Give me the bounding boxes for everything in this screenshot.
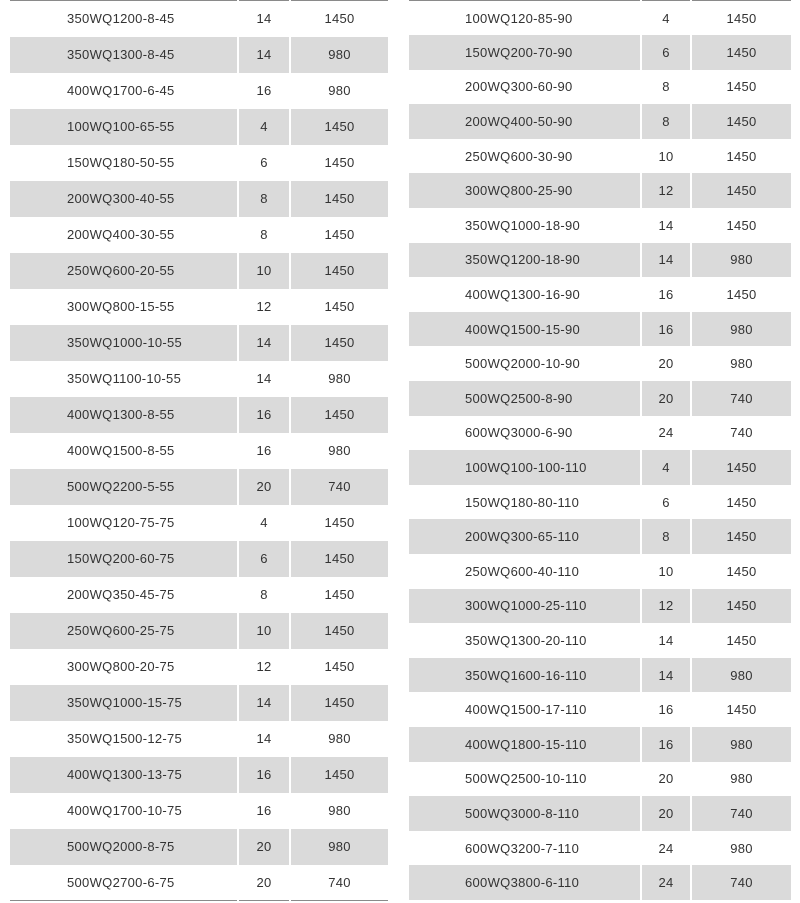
poles-cell: 20 (641, 796, 691, 831)
speed-cell: 980 (691, 312, 791, 347)
table-row (10, 649, 388, 685)
model-cell: 200WQ350-45-75 (67, 587, 175, 602)
table-row (10, 73, 388, 109)
poles-cell: 16 (641, 727, 691, 762)
table-row (409, 796, 791, 831)
model-cell: 350WQ1000-18-90 (465, 217, 581, 233)
speed-cell: 1450 (691, 450, 791, 485)
table-row (409, 727, 791, 762)
table-row (409, 139, 791, 174)
model-cell: 200WQ400-50-90 (409, 104, 641, 139)
table-row (409, 485, 791, 520)
poles-cell: 12 (238, 649, 290, 685)
speed-cell: 740 (691, 381, 791, 416)
poles-cell: 14 (641, 208, 691, 243)
model-cell: 400WQ1500-8-55 (67, 443, 175, 458)
speed-cell: 980 (691, 727, 791, 762)
table-row (409, 35, 791, 70)
speed-cell: 1450 (691, 35, 791, 70)
poles-cell: 16 (238, 73, 290, 109)
speed-cell: 1450 (691, 519, 791, 554)
poles-cell: 14 (238, 1, 290, 37)
table-row (409, 450, 791, 485)
poles-cell: 8 (238, 181, 290, 217)
table-row (10, 685, 388, 721)
speed-cell: 1450 (324, 11, 355, 27)
poles-cell: 6 (641, 485, 691, 520)
poles-cell: 8 (238, 577, 290, 613)
speed-cell: 980 (730, 771, 753, 787)
table-row (10, 721, 388, 757)
speed-cell: 1450 (290, 397, 388, 433)
poles-cell: 16 (641, 312, 691, 347)
poles-cell: 14 (238, 37, 290, 73)
table-row (10, 469, 388, 505)
model-cell: 400WQ1700-6-45 (67, 83, 175, 98)
poles-cell: 14 (238, 685, 290, 721)
speed-cell: 1450 (691, 173, 791, 208)
model-cell: 150WQ180-80-110 (465, 494, 580, 510)
table-row (10, 793, 388, 829)
model-cell: 350WQ1200-8-45 (67, 11, 175, 27)
poles-cell: 20 (641, 762, 691, 797)
poles-cell: 20 (641, 381, 691, 416)
model-cell: 350WQ1300-8-45 (10, 37, 238, 73)
speed-cell: 1450 (726, 494, 757, 510)
poles-cell: 20 (238, 865, 290, 901)
poles-cell: 12 (641, 173, 691, 208)
speed-cell: 1450 (726, 10, 757, 26)
poles-cell: 24 (641, 416, 691, 451)
model-cell: 600WQ3800-6-110 (409, 865, 641, 900)
table-row (409, 208, 791, 243)
table-row (409, 312, 791, 347)
model-cell: 400WQ1700-10-75 (67, 803, 183, 818)
poles-cell: 6 (238, 145, 290, 181)
model-cell: 300WQ800-20-75 (67, 659, 175, 674)
model-cell: 500WQ2000-8-75 (10, 829, 238, 865)
poles-cell: 8 (238, 217, 290, 253)
table-row (409, 346, 791, 381)
table-body (10, 1, 388, 901)
model-cell: 350WQ1000-10-55 (10, 325, 238, 361)
table-body (409, 1, 791, 900)
model-cell: 500WQ3000-8-110 (409, 796, 641, 831)
model-cell: 150WQ200-60-75 (10, 541, 238, 577)
table-row (409, 1, 791, 36)
speed-cell: 1450 (726, 79, 757, 95)
model-cell: 200WQ300-60-90 (465, 79, 573, 95)
speed-cell: 980 (290, 37, 388, 73)
model-cell: 400WQ1300-16-90 (465, 287, 581, 303)
speed-cell: 980 (328, 803, 351, 818)
speed-cell: 980 (691, 658, 791, 693)
poles-cell: 4 (641, 1, 691, 36)
speed-cell: 1450 (324, 587, 355, 602)
table-row (10, 505, 388, 541)
poles-cell: 4 (238, 109, 290, 145)
model-cell: 300WQ1000-25-110 (409, 589, 641, 624)
speed-cell: 740 (290, 469, 388, 505)
model-cell: 400WQ1500-15-90 (409, 312, 641, 347)
model-cell: 250WQ600-20-55 (10, 253, 238, 289)
table-row (409, 658, 791, 693)
model-cell: 400WQ1800-15-110 (409, 727, 641, 762)
model-cell: 100WQ120-85-90 (465, 10, 573, 26)
speed-cell: 1450 (324, 299, 355, 314)
poles-cell: 6 (641, 35, 691, 70)
table-row (409, 104, 791, 139)
table-row (409, 865, 791, 900)
poles-cell: 12 (238, 289, 290, 325)
poles-cell: 16 (641, 692, 691, 727)
speed-cell: 1450 (324, 227, 355, 242)
table-row (10, 109, 388, 145)
poles-cell: 6 (238, 541, 290, 577)
model-cell: 200WQ400-30-55 (67, 227, 175, 242)
speed-cell: 1450 (290, 685, 388, 721)
poles-cell: 4 (641, 450, 691, 485)
table-row (10, 361, 388, 397)
model-cell: 150WQ180-50-55 (67, 155, 175, 170)
poles-cell: 14 (238, 361, 290, 397)
table-row (10, 613, 388, 649)
speed-cell: 980 (730, 356, 753, 372)
speed-cell: 980 (328, 371, 351, 386)
speed-cell: 980 (328, 443, 351, 458)
speed-cell: 1450 (726, 148, 757, 164)
speed-cell: 1450 (290, 253, 388, 289)
speed-cell: 980 (328, 83, 351, 98)
model-cell: 350WQ1500-12-75 (67, 731, 183, 746)
speed-cell: 1450 (290, 541, 388, 577)
poles-cell: 20 (238, 829, 290, 865)
speed-cell: 1450 (691, 589, 791, 624)
model-cell: 100WQ120-75-75 (67, 515, 175, 530)
poles-cell: 24 (641, 831, 691, 866)
model-cell: 350WQ1600-16-110 (409, 658, 641, 693)
speed-cell: 740 (328, 874, 351, 890)
pump-spec-table-left (10, 0, 388, 901)
model-cell: 300WQ800-15-55 (67, 299, 175, 314)
poles-cell: 16 (238, 397, 290, 433)
model-cell: 250WQ600-40-110 (465, 563, 580, 579)
poles-cell: 20 (238, 469, 290, 505)
table-row (409, 381, 791, 416)
speed-cell: 980 (730, 840, 753, 856)
poles-cell: 10 (238, 613, 290, 649)
model-cell: 500WQ2000-10-90 (465, 356, 581, 372)
poles-cell: 4 (238, 505, 290, 541)
model-cell: 400WQ1300-8-55 (10, 397, 238, 433)
speed-cell: 1450 (290, 613, 388, 649)
speed-cell: 1450 (691, 104, 791, 139)
model-cell: 500WQ2500-10-110 (465, 771, 587, 787)
speed-cell: 1450 (290, 325, 388, 361)
poles-cell: 20 (641, 346, 691, 381)
speed-cell: 1450 (726, 702, 757, 718)
table-row (10, 577, 388, 613)
speed-cell: 980 (290, 829, 388, 865)
model-cell: 400WQ1300-13-75 (10, 757, 238, 793)
speed-cell: 1450 (290, 757, 388, 793)
poles-cell: 8 (641, 519, 691, 554)
table-row (409, 692, 791, 727)
model-cell: 200WQ300-65-110 (409, 519, 641, 554)
model-cell: 100WQ100-100-110 (409, 450, 641, 485)
model-cell: 600WQ3000-6-90 (465, 425, 573, 441)
model-cell: 500WQ2700-6-75 (67, 874, 175, 890)
poles-cell: 14 (641, 658, 691, 693)
speed-cell: 1450 (290, 181, 388, 217)
table-row (10, 181, 388, 217)
speed-cell: 740 (691, 865, 791, 900)
model-cell: 500WQ2200-5-55 (10, 469, 238, 505)
speed-cell: 980 (691, 243, 791, 278)
speed-cell: 740 (691, 796, 791, 831)
model-cell: 100WQ100-65-55 (10, 109, 238, 145)
table-row (409, 831, 791, 866)
poles-cell: 14 (238, 325, 290, 361)
table-row (409, 416, 791, 451)
table-row (10, 865, 388, 901)
table-row (10, 757, 388, 793)
model-cell: 150WQ200-70-90 (409, 35, 641, 70)
pump-spec-table-right (409, 0, 791, 900)
poles-cell: 16 (238, 433, 290, 469)
model-cell: 300WQ800-25-90 (409, 173, 641, 208)
table-row (409, 243, 791, 278)
speed-cell: 1450 (726, 632, 757, 648)
table-row (409, 554, 791, 589)
table-row (409, 173, 791, 208)
poles-cell: 10 (641, 139, 691, 174)
poles-cell: 10 (641, 554, 691, 589)
poles-cell: 24 (641, 865, 691, 900)
model-cell: 200WQ300-40-55 (10, 181, 238, 217)
table-row (10, 1, 388, 37)
table-row (10, 217, 388, 253)
speed-cell: 1450 (726, 563, 757, 579)
speed-cell: 1450 (726, 287, 757, 303)
speed-cell: 1450 (324, 155, 355, 170)
speed-cell: 740 (730, 425, 753, 441)
poles-cell: 10 (238, 253, 290, 289)
speed-cell: 1450 (324, 659, 355, 674)
table-row (10, 289, 388, 325)
poles-cell: 14 (238, 721, 290, 757)
table-row (10, 829, 388, 865)
table-row (10, 37, 388, 73)
table-row (10, 541, 388, 577)
table-row (10, 325, 388, 361)
model-cell: 350WQ1200-18-90 (409, 243, 641, 278)
table-row (409, 277, 791, 312)
model-cell: 400WQ1500-17-110 (465, 702, 587, 718)
poles-cell: 16 (238, 793, 290, 829)
poles-cell: 12 (641, 589, 691, 624)
table-row (409, 623, 791, 658)
speed-cell: 1450 (324, 515, 355, 530)
poles-cell: 16 (238, 757, 290, 793)
poles-cell: 14 (641, 243, 691, 278)
model-cell: 250WQ600-30-90 (465, 148, 573, 164)
model-cell: 500WQ2500-8-90 (409, 381, 641, 416)
model-cell: 350WQ1000-15-75 (10, 685, 238, 721)
table-row (409, 70, 791, 105)
table-row (409, 519, 791, 554)
poles-cell: 8 (641, 104, 691, 139)
speed-cell: 1450 (290, 109, 388, 145)
model-cell: 600WQ3200-7-110 (465, 840, 580, 856)
table-row (10, 145, 388, 181)
table-row (409, 589, 791, 624)
poles-cell: 14 (641, 623, 691, 658)
model-cell: 350WQ1100-10-55 (67, 371, 182, 386)
table-row (10, 253, 388, 289)
poles-cell: 16 (641, 277, 691, 312)
table-row (409, 762, 791, 797)
model-cell: 250WQ600-25-75 (10, 613, 238, 649)
speed-cell: 980 (328, 731, 351, 746)
model-cell: 350WQ1300-20-110 (465, 632, 587, 648)
speed-cell: 1450 (726, 217, 757, 233)
poles-cell: 8 (641, 70, 691, 105)
table-row (10, 397, 388, 433)
table-row (10, 433, 388, 469)
